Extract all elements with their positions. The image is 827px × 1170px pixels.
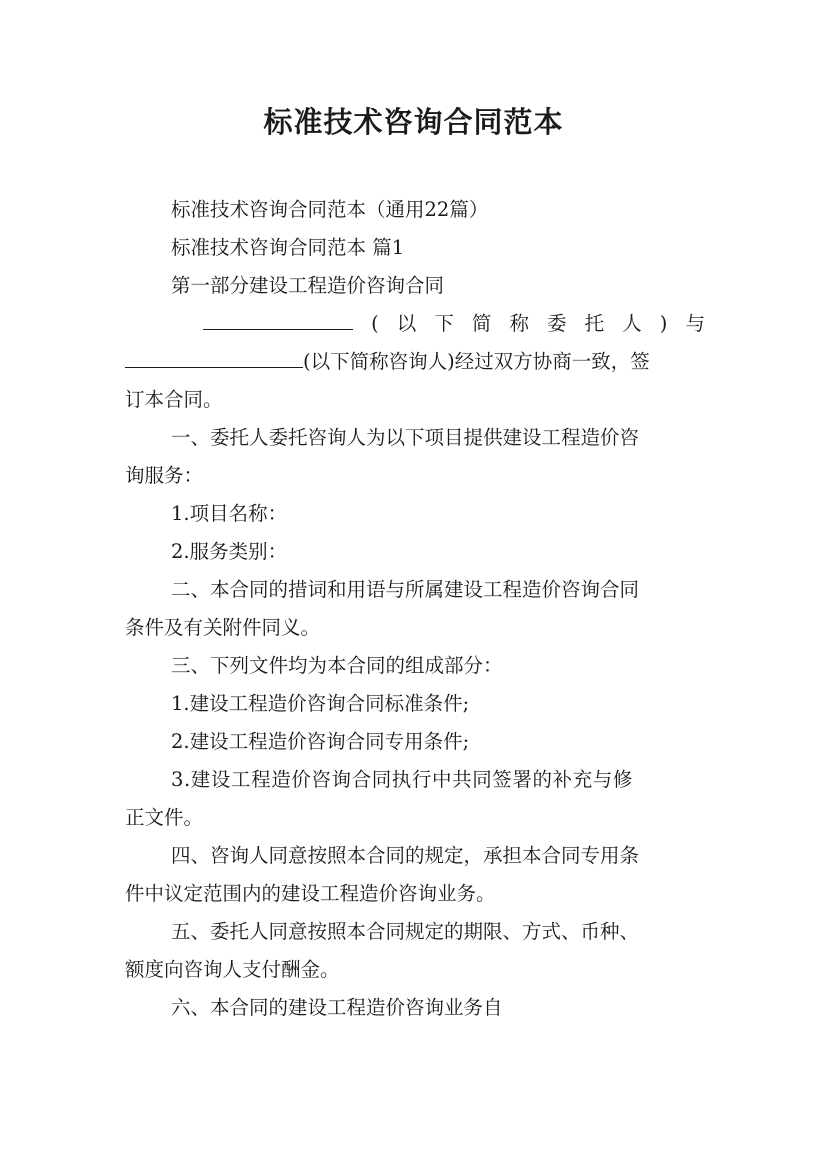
article-heading: 标准技术咨询合同范本 篇1	[171, 236, 405, 259]
clause-5-line-1: 五、委托人同意按照本合同规定的期限、方式、币种、	[171, 920, 640, 943]
clause-1-line-2: 询服务：	[125, 464, 204, 487]
clause-2-line-1: 二、本合同的措词和用语与所属建设工程造价咨询合同	[171, 578, 640, 601]
clause-1-line-1: 一、委托人委托咨询人为以下项目提供建设工程造价咨	[171, 426, 640, 449]
item-standard-conditions: 1.建设工程造价咨询合同标准条件;	[171, 692, 470, 715]
subtitle-line: 标准技术咨询合同范本（通用22篇）	[171, 198, 489, 221]
consultant-name-blank	[125, 343, 303, 368]
parties-char: 人	[622, 312, 642, 335]
clause-4-line-2: 件中议定范围内的建设工程造价咨询业务。	[125, 882, 496, 905]
part-heading: 第一部分建设工程造价咨询合同	[171, 274, 445, 297]
clause-6: 六、本合同的建设工程造价咨询业务自	[171, 996, 503, 1019]
parties-char: 与	[685, 312, 705, 335]
clause-4-line-1: 四、咨询人同意按照本合同的规定，承担本合同专用条	[171, 844, 640, 867]
clause-5-line-2: 额度向咨询人支付酬金。	[125, 958, 340, 981]
parties-char: 以	[396, 312, 417, 335]
item-service-type: 2.服务类别：	[171, 540, 288, 563]
document-title: 标准技术咨询合同范本	[263, 105, 564, 139]
document-body	[125, 191, 705, 1027]
parties-char: 委	[547, 312, 567, 335]
parties-line-2-text: (以下简称咨询人)经过双方协商一致，签	[303, 350, 650, 373]
parties-char: 托	[584, 312, 605, 335]
item-supplement-line-2: 正文件。	[125, 806, 204, 829]
parties-line-2	[125, 343, 705, 381]
parties-char: )	[659, 312, 668, 335]
item-project-name: 1.项目名称：	[171, 502, 288, 525]
client-name-blank	[203, 305, 353, 330]
clause-2-line-2: 条件及有关附件同义。	[125, 616, 321, 639]
clause-3: 三、下列文件均为本合同的组成部分：	[171, 654, 503, 677]
item-supplement-line-1: 3.建设工程造价咨询合同执行中共同签署的补充与修	[171, 768, 634, 791]
parties-line-3: 订本合同。	[125, 388, 223, 411]
parties-char: 简	[471, 312, 492, 335]
parties-char: (	[371, 312, 379, 335]
parties-char: 称	[509, 312, 529, 335]
parties-line-1	[125, 305, 705, 343]
parties-char: 下	[434, 312, 454, 335]
item-special-conditions: 2.建设工程造价咨询合同专用条件;	[171, 730, 470, 753]
